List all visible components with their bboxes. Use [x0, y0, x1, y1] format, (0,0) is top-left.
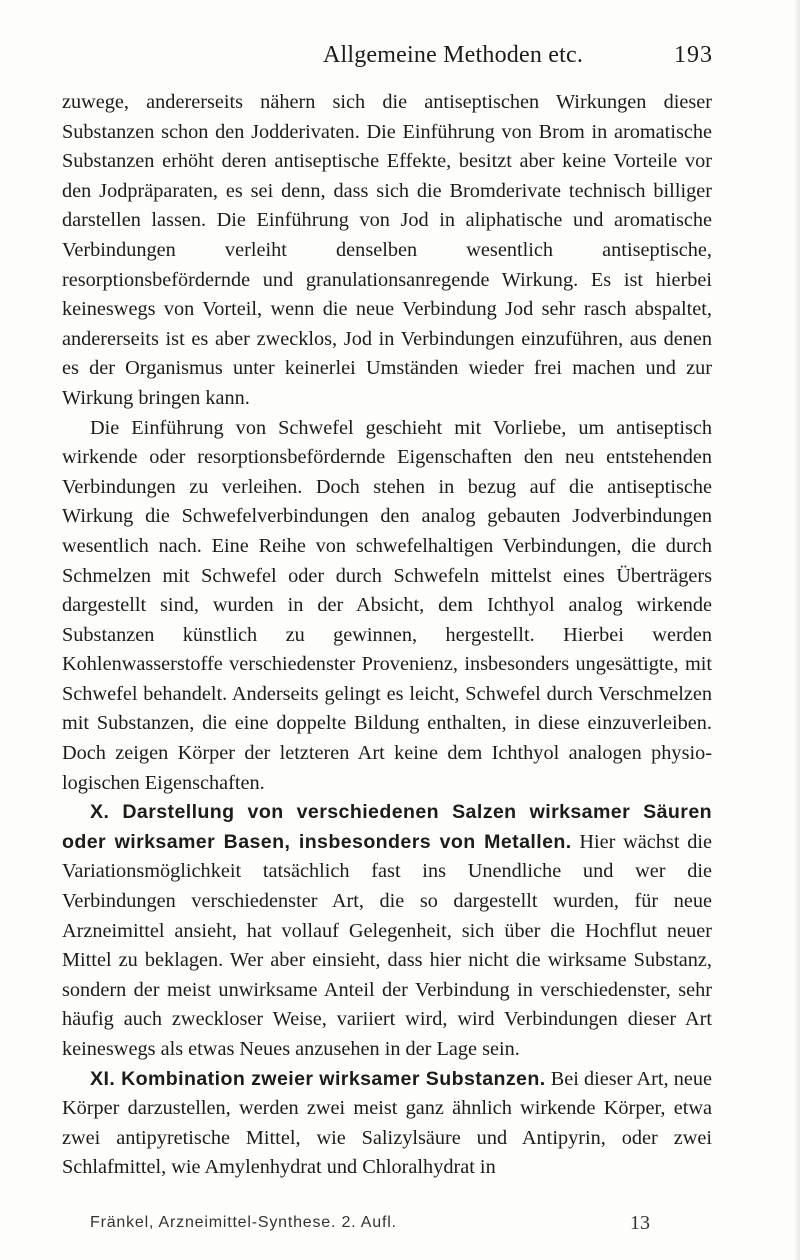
section-x-heading: X. Darstellung von verschiedenen Salzen wirksamer Säuren oder wirksamer Basen, insbesonders von Metallen.: [62, 801, 712, 853]
section-xi-text: Bei dieser Art, neue Körper darzustellen, werden zwei meist ganz ähnlich wirkende Körper, etwa zwei antipyretische Mittel, wie Salizylsäure und Antipyrin, oder zwei Schlafmittel, wie Amylenhydrat und Chloralhydrat in: [62, 1067, 712, 1179]
footer-sheet-number: 13: [630, 1212, 650, 1234]
paragraph-schwefel: Die Einführung von Schwefel geschieht mit Vorliebe, um antiseptisch wirkende oder resorptionsbefördernde Eigenschaften den neu entstehenden Verbindungen zu verleihen. Doch stehen in bezug auf die antiseptische Wirkung die Schwefelverbindungen den analog gebauten Jodverbindungen wesentlich nach. Eine Reihe von schwefelhaltigen Verbindungen, die durch Schmelzen mit Schwefel oder durch Schwefeln mittelst eines Überträgers dargestellt sind, wurden in der Absicht, dem Ichthyol analog wirkende Substanzen künstlich zu gewinnen, hergestellt. Hierbei werden Kohlenwasserstoffe verschiedenster Provenienz, insbesonders ungesättigte, mit Schwefel behandelt. Anderseits gelingt es leicht, Schwefel durch Verschmelzen mit Substanzen, die eine doppelte Bildung enthalten, in diese einzuverleiben. Doch zeigen Körper der letzteren Art keine dem Ichthyol analogen physiologischen Eigenschaften.: [62, 416, 712, 794]
footer-signature: Fränkel, Arzneimittel-Synthese. 2. Aufl.: [90, 1214, 397, 1231]
page-footer: [62, 1212, 712, 1240]
section-x-text: Hier wächst die Variationsmöglichkeit tatsächlich fast ins Unendliche und wer die Verbindungen verschiedenster Art, die so dargestellt wurden, für neue Arzneimittel ansieht, hat vollauf Gelegenheit, sich über die Hochflut neuer Mittel zu beklagen. Wer aber einsieht, dass hier nicht die wirksame Substanz, sondern der meist unwirksame Anteil der Verbindung in verschiedenster, sehr häufig auch zweckloser Weise, variiert wird, wird Verbindungen dieser Art keineswegs als etwas Neues anzusehen in der Lage sein.: [62, 830, 712, 1060]
section-x: [62, 798, 712, 1064]
running-title: Allgemeine Methoden etc.: [322, 42, 584, 68]
page-number: 193: [674, 42, 713, 68]
paragraph-continued: zuwege, andererseits nähern sich die antiseptischen Wirkungen dieser Substanzen schon den Jodderivaten. Die Einführung von Brom in aromatische Substanzen erhöht deren antiseptische Effekte, besitzt aber keine Vorteile vor den Jodpräparaten, es sei denn, dass sich die Bromderivate technisch billiger darstellen lassen. Die Einführung von Jod in aliphatische und aromatische Verbindungen verleiht denselben wesentlich antiseptische, resorptionsbefördernde und granulationsanregende Wirkung. Es ist hierbei keineswegs von Vorteil, wenn die neue Verbindung Jod sehr rasch abspaltet, andererseits ist es aber zwecklos, Jod in Verbindungen einzuführen, aus denen es der Organismus unter keinerlei Umständen wieder frei machen und zur Wirkung bringen kann.: [62, 91, 712, 409]
section-xi-heading: XI. Kombination zweier wirksamer Substanzen.: [90, 1067, 546, 1090]
main-text: [62, 88, 712, 1183]
section-xi: [62, 1065, 712, 1183]
binding-edge: [794, 0, 800, 1260]
running-head: [253, 36, 713, 72]
